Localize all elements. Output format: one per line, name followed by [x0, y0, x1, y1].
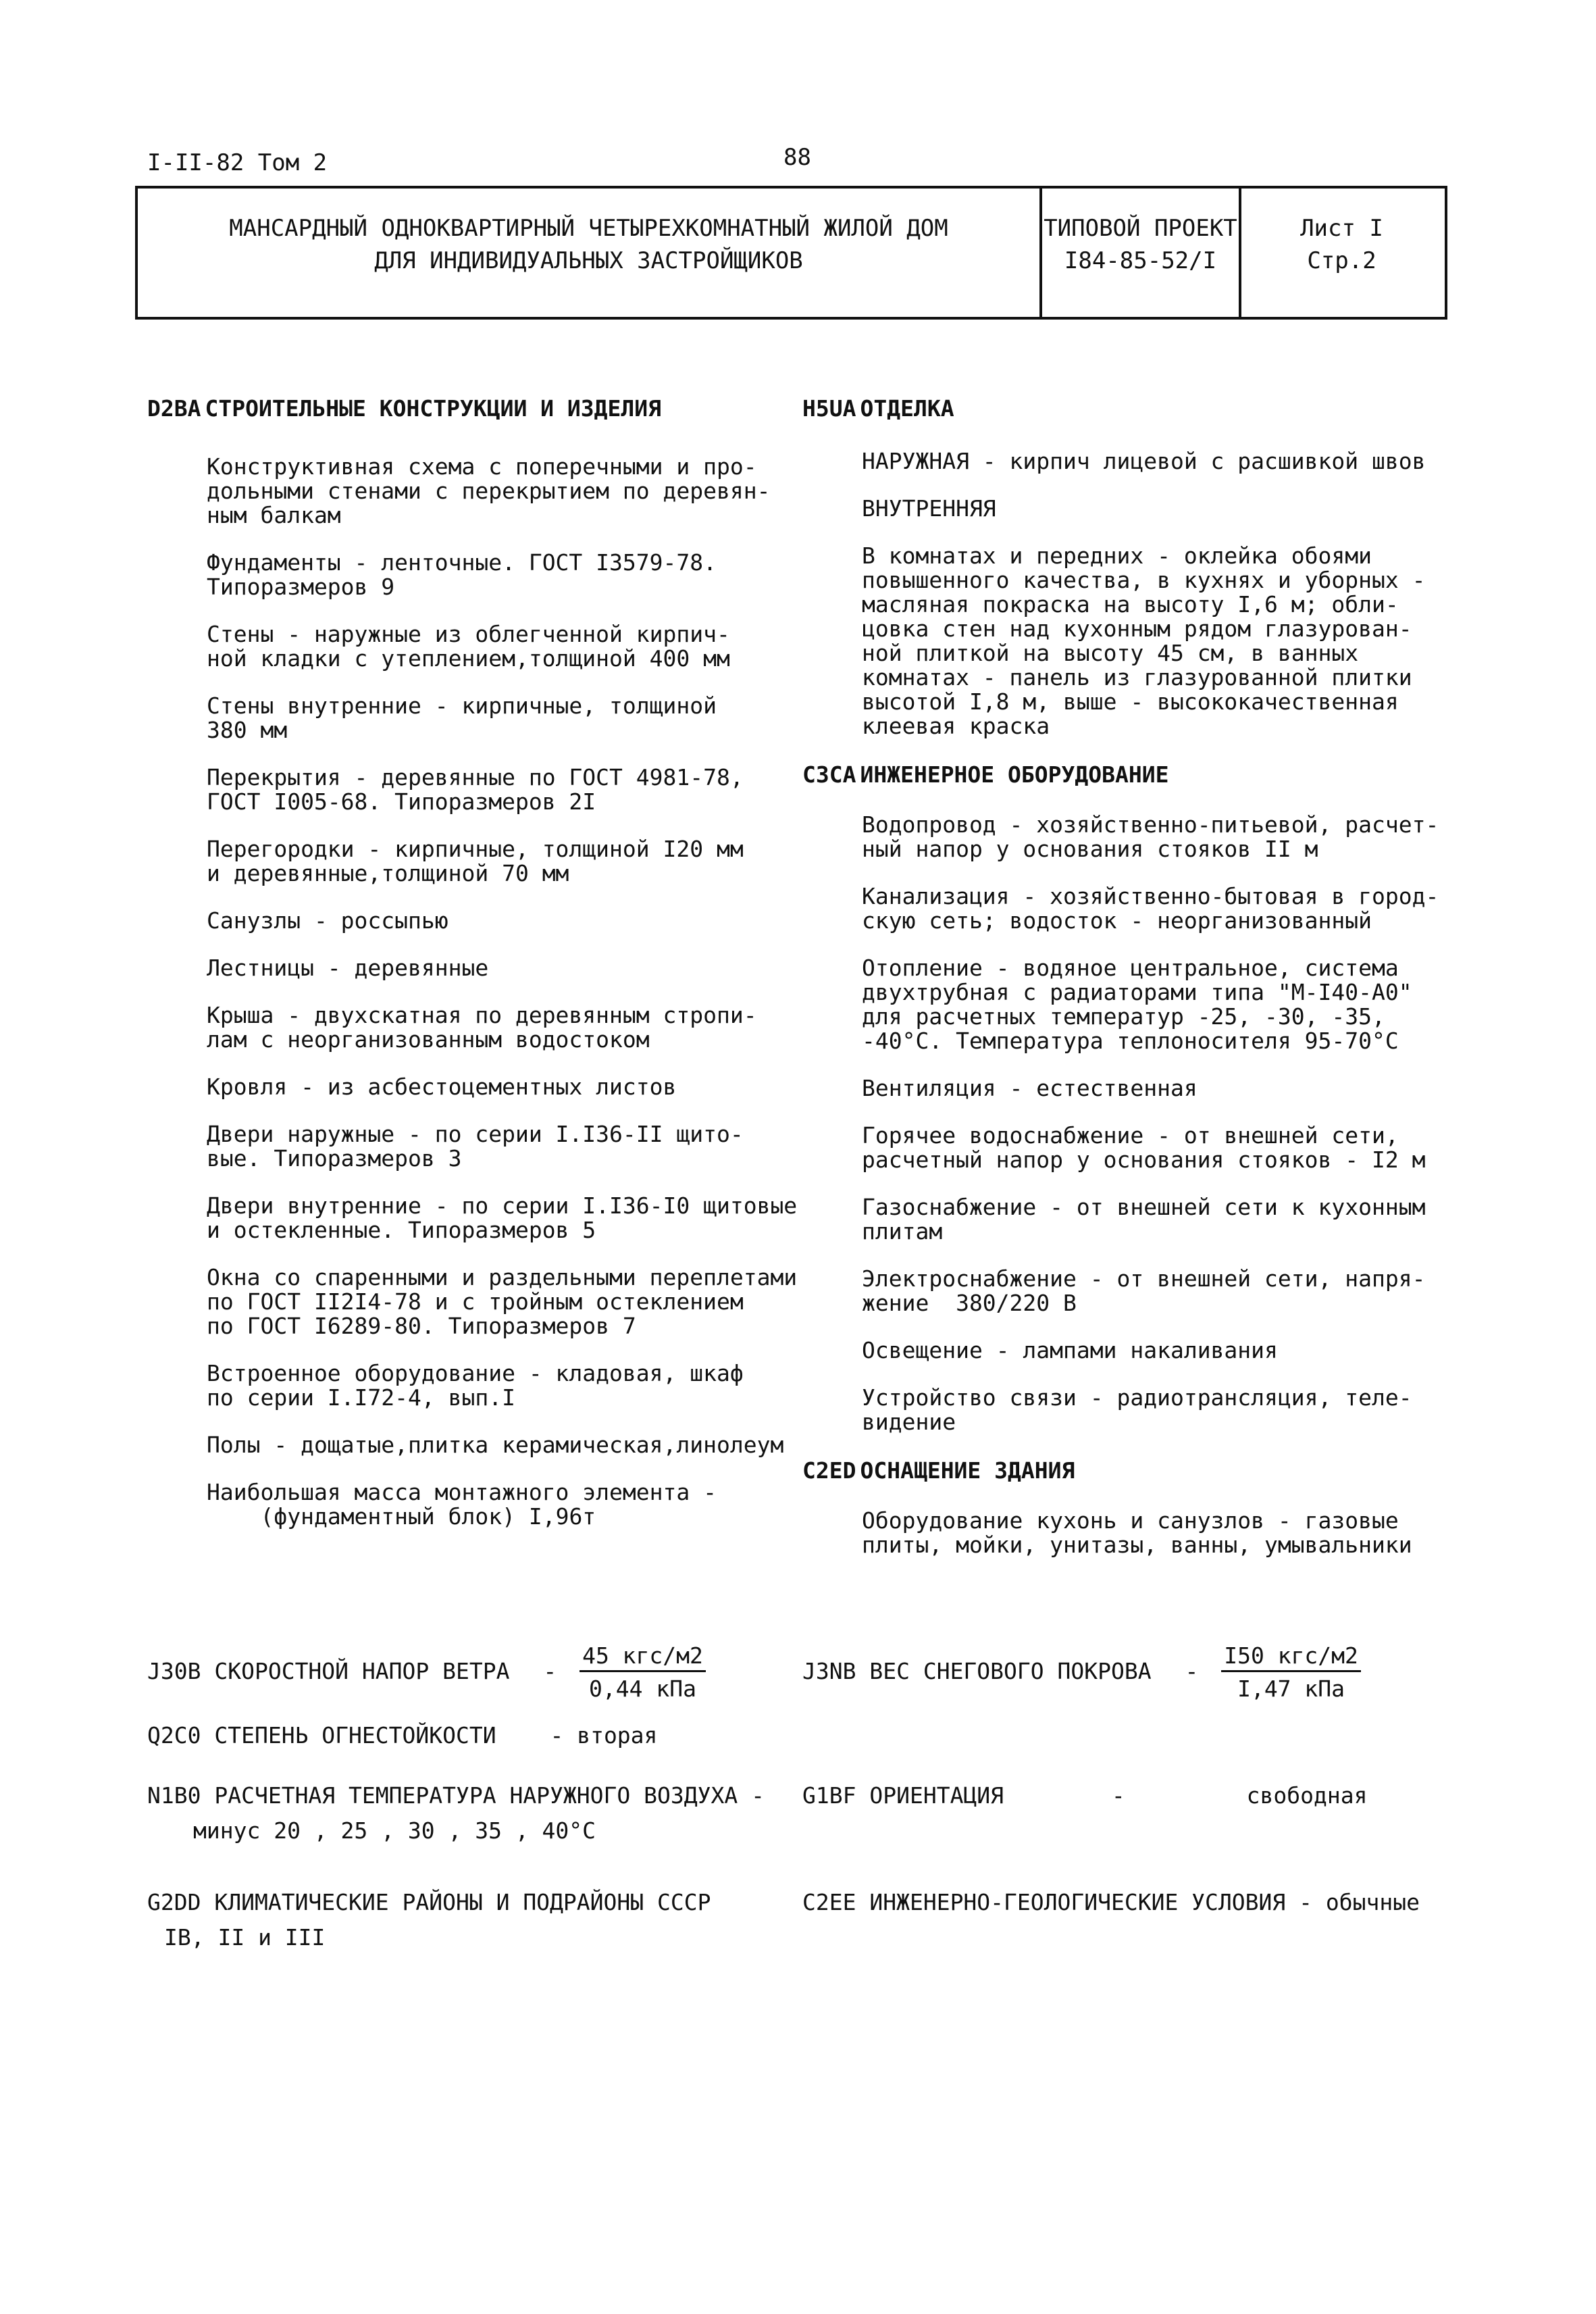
construction-item: Кровля - из асбестоцементных листов	[207, 1074, 677, 1100]
param-value: минус 20 , 25 , 30 , 35 , 40°С	[193, 1817, 596, 1844]
construction-item: Перекрытия - деревянные по ГОСТ 4981-78, ГОСТ I005-68. Типоразмеров 2I	[207, 764, 744, 815]
wind-value-kpa: 0,44 кПа	[589, 1676, 696, 1702]
title-line-1: МАНСАРДНЫЙ ОДНОКВАРТИРНЫЙ ЧЕТЫРЕХКОМНАТНЫЙ ЖИЛОЙ ДОМ	[229, 215, 948, 242]
param-dash: -	[1185, 1658, 1199, 1684]
param-value: - вторая	[550, 1722, 658, 1749]
param-label: ИНЖЕНЕРНО-ГЕОЛОГИЧЕСКИЕ УСЛОВИЯ	[869, 1889, 1286, 1915]
right-column	[802, 395, 1451, 1580]
construction-item: Встроенное оборудование - кладовая, шкаф по серии I.I72-4, вып.I	[207, 1360, 744, 1411]
finishing-heading	[802, 395, 1451, 422]
param-label: СКОРОСТНОЙ НАПОР ВЕТРА	[214, 1658, 510, 1684]
engineering-items	[862, 813, 1451, 1434]
engineering-item: Горячее водоснабжение - от внешней сети, расчетный напор у основания стояков - I2 м	[862, 1122, 1426, 1173]
param-value: IВ, II и III	[164, 1924, 326, 1951]
construction-item: Крыша - двухскатная по деревянным стропи- лам с неорганизованным водостоком	[207, 1002, 757, 1053]
construction-item: Двери внутренние - по серии I.I36-I0 щитовые и остекленные. Типоразмеров 5	[207, 1192, 798, 1243]
section-code: H5UA	[802, 395, 856, 422]
construction-item: Санузлы - россыпью	[207, 907, 448, 934]
param-label: ВЕС СНЕГОВОГО ПОКРОВА	[869, 1658, 1152, 1684]
construction-item: Конструктивная схема с поперечными и про- дольными стенами с перекрытием по деревян- ным балкам	[207, 453, 771, 528]
param-label: ОРИЕНТАЦИЯ	[869, 1782, 1004, 1809]
series-label: I-II-82 Том 2	[147, 149, 328, 176]
geology-conditions	[802, 1888, 1420, 1917]
fire-resistance	[147, 1721, 657, 1750]
wind-pressure	[147, 1642, 706, 1703]
engineering-item: Отопление - водяное центральное, система двухтрубная с радиаторами типа "М-I40-А0" для расчетных температур -25, -30, -35, -40°С. Температура теплоносителя 95-70°С	[862, 955, 1412, 1054]
param-code: G1BF	[802, 1782, 856, 1809]
finishing-item: НАРУЖНАЯ - кирпич лицевой с расшивкой швов	[862, 448, 1426, 474]
construction-items	[207, 455, 823, 1529]
engineering-item: Освещение - лампами накаливания	[862, 1337, 1278, 1363]
param-label: РАСЧЕТНАЯ ТЕМПЕРАТУРА НАРУЖНОГО ВОЗДУХА -	[214, 1782, 765, 1809]
finishing-item: ВНУТРЕННЯЯ	[862, 495, 996, 522]
construction-item: Наибольшая масса монтажного элемента - (фундаментный блок) I,96т	[207, 1479, 717, 1530]
climate-regions	[147, 1888, 711, 1952]
section-title: СТРОИТЕЛЬНЫЕ КОНСТРУКЦИИ И ИЗДЕЛИЯ	[205, 395, 661, 422]
construction-item: Перегородки - кирпичные, толщиной I20 мм и деревянные,толщиной 70 мм	[207, 836, 744, 886]
engineering-item: Водопровод - хозяйственно-питьевой, расчет- ный напор у основания стояков II м	[862, 811, 1439, 862]
engineering-heading	[802, 761, 1451, 788]
section-code: C2ED	[802, 1457, 856, 1484]
param-code: J30B	[147, 1658, 201, 1684]
snow-value-kgs: I50 кгс/м2	[1221, 1642, 1361, 1672]
param-code: Q2C0	[147, 1722, 201, 1749]
param-label: КЛИМАТИЧЕСКИЕ РАЙОНЫ И ПОДРАЙОНЫ СССР	[214, 1889, 711, 1915]
param-code: G2DD	[147, 1889, 201, 1915]
construction-item: Стены внутренние - кирпичные, толщиной 380 мм	[207, 693, 717, 743]
construction-item: Двери наружные - по серии I.I36-II щито- вые. Типоразмеров 3	[207, 1121, 744, 1172]
title-block	[135, 186, 1447, 320]
equipment-heading	[802, 1457, 1451, 1484]
param-value: свободная	[1246, 1782, 1368, 1809]
construction-item: Окна со спаренными и раздельными переплетами по ГОСТ II2I4-78 и с тройным остеклением по ГОСТ I6289-80. Типоразмеров 7	[207, 1264, 798, 1339]
param-dash: -	[1111, 1782, 1125, 1809]
engineering-item: Вентиляция - естественная	[862, 1075, 1198, 1101]
construction-section	[147, 395, 823, 1552]
finishing-item: В комнатах и передних - оклейка обоями повышенного качества, в кухнях и уборных - масляная покраска на высоту I,6 м; обли- цовка стен над кухонным рядом глазурован- ной плиткой на высоту 45 см, в ванных комнатах - панель из глазурованной плитки высотой I,8 м, выше - высококачественная клеевая краска	[862, 543, 1426, 739]
page-label: Стр.2	[1307, 247, 1376, 274]
section-title: ОСНАЩЕНИЕ ЗДАНИЯ	[860, 1457, 1075, 1484]
param-code: J3NB	[802, 1658, 856, 1684]
section-code: D2BA	[147, 395, 201, 422]
construction-item: Полы - дощатые,плитка керамическая,линолеум	[207, 1432, 784, 1458]
project-code: I84-85-52/I	[1064, 247, 1217, 274]
equipment-item: Оборудование кухонь и санузлов - газовые плиты, мойки, унитазы, ванны, умывальники	[862, 1507, 1412, 1558]
finishing-items	[862, 449, 1451, 738]
section-code: C3CA	[802, 761, 856, 788]
section-title: ИНЖЕНЕРНОЕ ОБОРУДОВАНИЕ	[860, 761, 1169, 788]
sheet-label: Лист I	[1300, 215, 1383, 242]
equipment-items	[862, 1509, 1451, 1557]
orientation	[802, 1782, 1367, 1810]
project-label: ТИПОВОЙ ПРОЕКТ	[1044, 215, 1237, 242]
param-dash: -	[543, 1658, 557, 1684]
section-heading	[147, 395, 823, 422]
sheet-cell	[1241, 212, 1442, 277]
construction-item: Фундаменты - ленточные. ГОСТ I3579-78. Типоразмеров 9	[207, 549, 717, 600]
wind-value	[580, 1642, 706, 1703]
wind-value-kgs: 45 кгс/м2	[580, 1642, 706, 1672]
document-title	[138, 212, 1039, 277]
param-code: C2EE	[802, 1889, 856, 1915]
param-code: N1B0	[147, 1782, 201, 1809]
engineering-item: Канализация - хозяйственно-бытовая в город- скую сеть; водосток - неорганизованный	[862, 883, 1439, 934]
snow-load	[802, 1642, 1361, 1703]
section-title: ОТДЕЛКА	[860, 395, 954, 422]
snow-value	[1221, 1642, 1361, 1703]
project-cell	[1042, 212, 1239, 277]
construction-item: Лестницы - деревянные	[207, 955, 489, 981]
param-value: - обычные	[1299, 1889, 1420, 1915]
page-number: 88	[783, 144, 811, 171]
engineering-item: Устройство связи - радиотрансляция, теле- видение	[862, 1384, 1412, 1435]
design-temperature	[147, 1782, 765, 1845]
construction-item: Стены - наружные из облегченной кирпич- ной кладки с утеплением,толщиной 400 мм	[207, 621, 730, 672]
param-label: СТЕПЕНЬ ОГНЕСТОЙКОСТИ	[214, 1722, 496, 1749]
engineering-item: Электроснабжение - от внешней сети, напря- жение 380/220 В	[862, 1265, 1426, 1316]
engineering-item: Газоснабжение - от внешней сети к кухонным плитам	[862, 1194, 1426, 1244]
title-line-2: ДЛЯ ИНДИВИДУАЛЬНЫХ ЗАСТРОЙЩИКОВ	[374, 247, 803, 274]
snow-value-kpa: I,47 кПа	[1237, 1676, 1345, 1702]
